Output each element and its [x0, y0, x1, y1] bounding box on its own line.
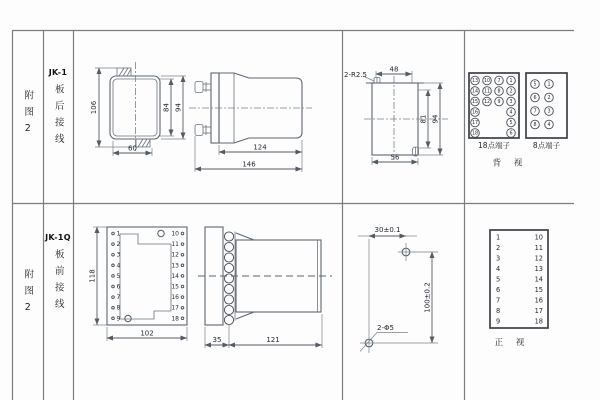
svg-text:5: 5	[509, 121, 513, 127]
svg-text:100±0.2: 100±0.2	[423, 282, 432, 313]
wiring-type: 板前接线	[52, 249, 64, 315]
hatched-tab-top	[117, 68, 131, 76]
svg-text:30±0.1: 30±0.1	[374, 226, 401, 234]
svg-text:3: 3	[509, 100, 513, 106]
front-wiring-side-view	[198, 227, 332, 348]
svg-text:94: 94	[431, 114, 440, 124]
dim-102	[107, 327, 187, 341]
mounting-hole	[125, 315, 131, 321]
plate-terminals-right	[171, 231, 183, 323]
table-right-column	[535, 234, 543, 326]
svg-text:8: 8	[116, 304, 121, 312]
svg-text:48: 48	[389, 65, 399, 74]
block8-title: 8点端子	[532, 141, 561, 150]
svg-text:60: 60	[128, 144, 137, 153]
relay-outline	[120, 234, 171, 319]
svg-text:102: 102	[140, 329, 154, 338]
svg-text:1: 1	[496, 233, 501, 242]
terminal-screw-top	[195, 82, 211, 93]
svg-text:9: 9	[496, 317, 501, 326]
model-name: JK-1Q	[45, 233, 71, 242]
terminal-numbers	[533, 82, 550, 129]
svg-text:17: 17	[534, 307, 543, 316]
svg-text:7: 7	[116, 294, 121, 302]
svg-text:94: 94	[174, 103, 183, 112]
figure-label: 附图2	[22, 269, 34, 320]
front-view-label: 正 视	[494, 338, 530, 348]
block18-title: 18点端子	[477, 141, 511, 150]
rear-view-drawing	[90, 62, 186, 156]
svg-text:13: 13	[171, 262, 179, 270]
svg-text:16: 16	[471, 110, 479, 116]
svg-text:13: 13	[471, 79, 479, 85]
svg-text:121: 121	[266, 336, 280, 344]
terminal-table	[490, 230, 548, 348]
svg-text:16: 16	[171, 294, 179, 302]
rear-view-label: 背 视	[492, 158, 528, 169]
wiring-type: 板后接线	[52, 84, 64, 150]
svg-text:11: 11	[534, 244, 543, 253]
svg-text:2-R2.5: 2-R2.5	[344, 71, 367, 79]
figure-label: 附图2	[22, 90, 34, 141]
dim-35	[205, 324, 229, 348]
svg-text:12: 12	[171, 251, 179, 259]
screw-column	[224, 232, 233, 325]
dim-30	[358, 226, 417, 236]
svg-text:56: 56	[390, 153, 400, 162]
svg-text:17: 17	[471, 121, 479, 127]
svg-text:146: 146	[242, 160, 256, 169]
svg-text:10: 10	[171, 230, 179, 238]
svg-text:15: 15	[534, 286, 543, 295]
svg-text:35: 35	[212, 336, 222, 344]
svg-text:13: 13	[534, 265, 543, 274]
svg-text:118: 118	[88, 269, 97, 283]
svg-text:2: 2	[547, 96, 551, 102]
dim-60	[113, 141, 152, 156]
svg-text:2: 2	[116, 241, 121, 249]
hatched-tab-bottom	[136, 139, 150, 147]
svg-text:5: 5	[496, 275, 501, 284]
svg-text:6: 6	[509, 131, 513, 137]
svg-text:17: 17	[171, 304, 179, 312]
svg-text:7: 7	[497, 79, 501, 85]
svg-text:8: 8	[533, 123, 537, 129]
svg-text:4: 4	[547, 123, 551, 129]
svg-text:18: 18	[171, 315, 179, 323]
svg-text:3: 3	[547, 109, 551, 115]
svg-text:15: 15	[471, 100, 479, 106]
drill-plan-drawing	[358, 226, 438, 353]
cutout-view-drawing	[344, 66, 448, 166]
svg-text:4: 4	[509, 110, 513, 116]
svg-text:12: 12	[483, 100, 491, 106]
svg-text:2: 2	[509, 89, 513, 95]
svg-text:6: 6	[116, 283, 121, 291]
svg-text:106: 106	[90, 100, 98, 115]
svg-text:2-Φ5: 2-Φ5	[377, 324, 394, 332]
svg-text:81: 81	[419, 114, 428, 124]
dim-121	[229, 314, 322, 348]
svg-text:1: 1	[547, 82, 551, 88]
terminal-block-8	[526, 73, 567, 150]
svg-text:18: 18	[471, 131, 479, 137]
note-radius	[344, 71, 374, 81]
note-holes	[360, 324, 408, 352]
svg-text:14: 14	[534, 275, 543, 284]
side-view-drawing	[189, 73, 312, 172]
model-name: JK-1	[48, 68, 68, 77]
svg-text:11: 11	[483, 89, 491, 95]
svg-text:5: 5	[116, 272, 121, 280]
svg-text:4: 4	[116, 262, 121, 270]
terminal-screw-bottom	[195, 125, 211, 136]
svg-text:124: 124	[253, 143, 267, 152]
svg-text:10: 10	[483, 79, 491, 85]
dim-118	[89, 227, 108, 325]
svg-text:7: 7	[533, 109, 537, 115]
svg-text:8: 8	[496, 307, 501, 316]
svg-text:6: 6	[496, 286, 501, 295]
svg-text:16: 16	[534, 296, 543, 305]
svg-text:14: 14	[471, 89, 479, 95]
svg-text:9: 9	[116, 315, 121, 323]
svg-text:3: 3	[116, 251, 121, 259]
plate-terminals-left	[112, 231, 121, 323]
svg-text:3: 3	[496, 254, 501, 263]
svg-text:2: 2	[496, 244, 501, 253]
svg-text:14: 14	[171, 272, 179, 280]
mounting-hole	[158, 230, 164, 236]
table-grid	[12, 30, 574, 400]
svg-text:7: 7	[496, 296, 501, 305]
terminal-circles	[471, 76, 516, 137]
svg-text:4: 4	[496, 265, 501, 274]
svg-text:15: 15	[171, 283, 179, 291]
svg-text:11: 11	[171, 241, 179, 249]
svg-text:12: 12	[534, 254, 543, 263]
svg-text:8: 8	[497, 89, 501, 95]
dim-124	[219, 140, 302, 172]
terminal-numbers	[472, 78, 513, 137]
table-left-column	[496, 234, 500, 326]
terminal-block-18	[469, 73, 519, 150]
svg-text:10: 10	[534, 233, 543, 242]
dim-100	[424, 252, 433, 343]
svg-text:1: 1	[509, 79, 513, 85]
notch-top	[374, 78, 380, 84]
svg-text:6: 6	[533, 96, 537, 102]
front-view-drawing	[89, 227, 188, 341]
svg-text:18: 18	[534, 317, 543, 326]
svg-text:84: 84	[162, 103, 171, 112]
svg-text:5: 5	[533, 82, 537, 88]
svg-text:1: 1	[116, 230, 121, 238]
svg-text:9: 9	[497, 100, 501, 106]
